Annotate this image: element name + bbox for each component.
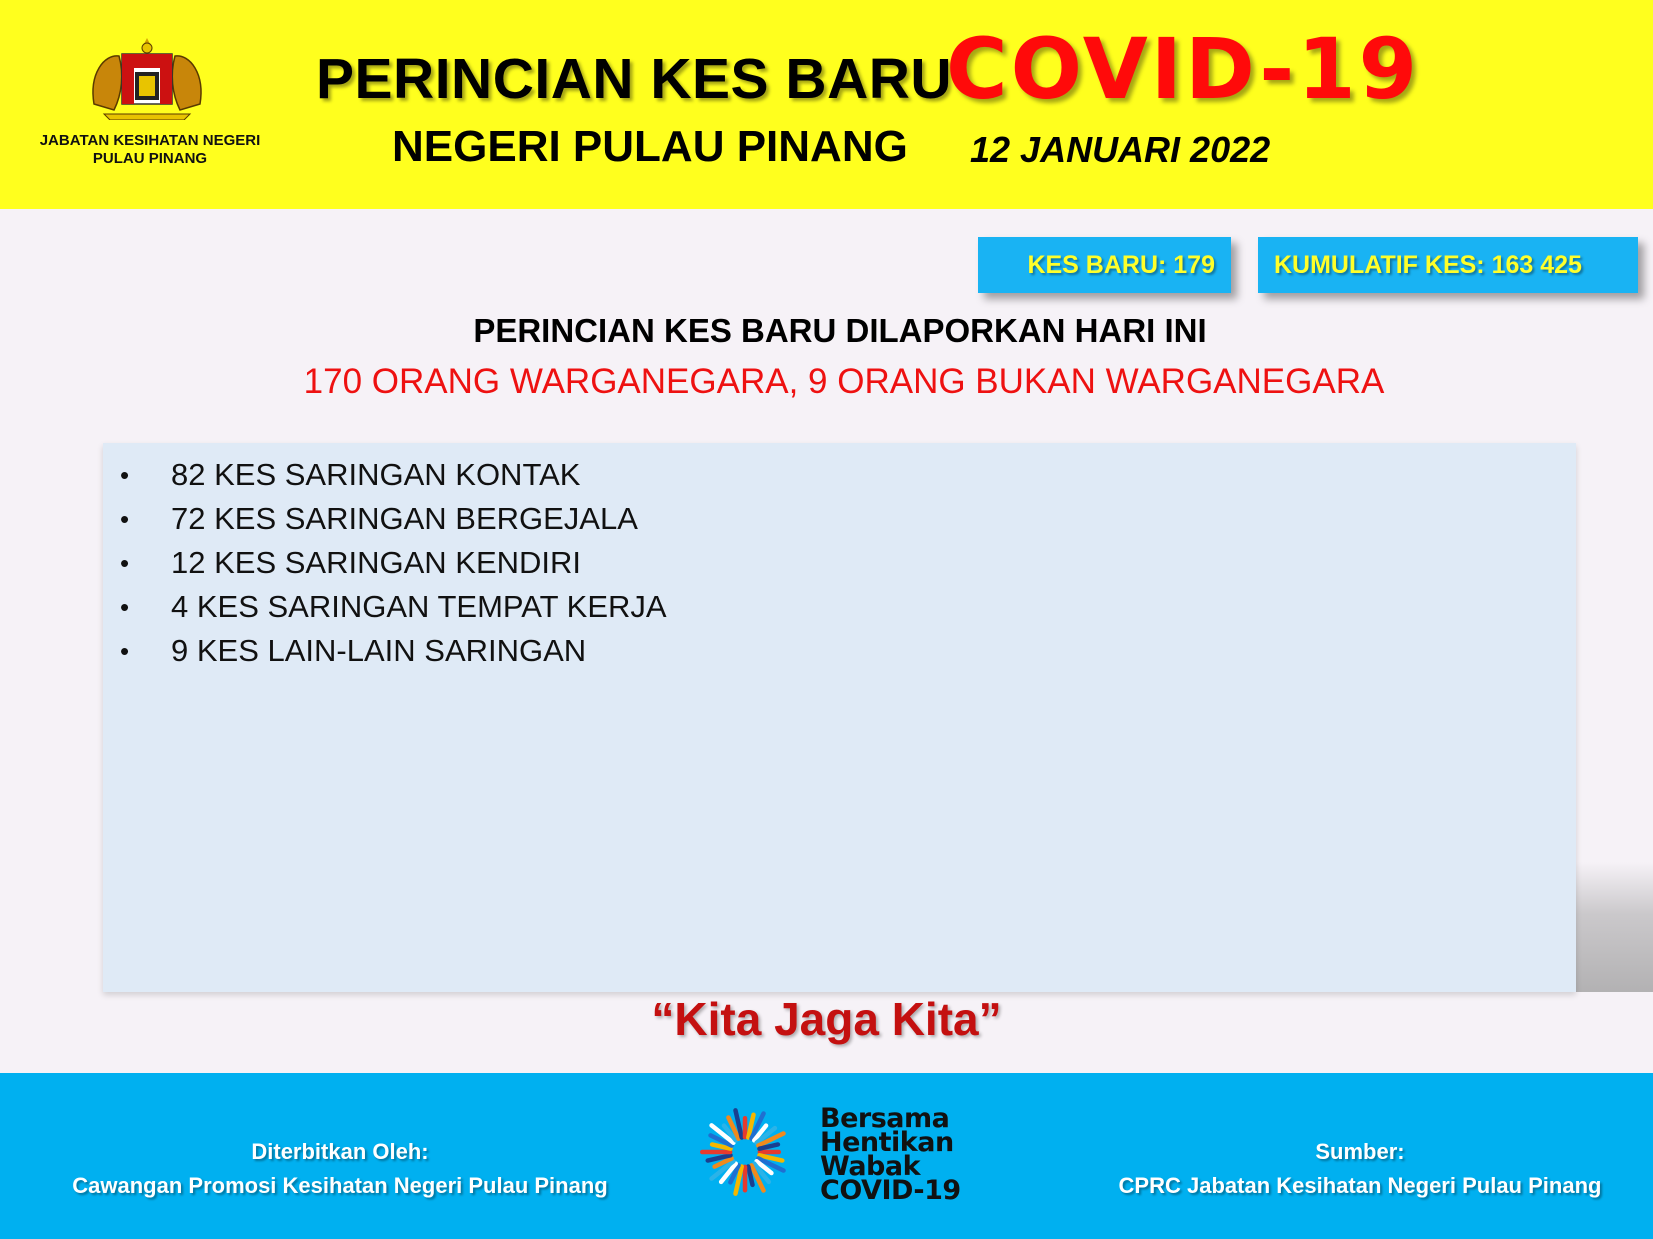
- cumulative-cases-badge: KUMULATIF KES: 163 425: [1258, 237, 1638, 293]
- section-heading: PERINCIAN KES BARU DILAPORKAN HARI INI: [473, 312, 1207, 349]
- page-title: PERINCIAN KES BARU: [316, 47, 953, 111]
- slogan: “Kita Jaga Kita”: [651, 993, 1002, 1045]
- burst-ray: [700, 1150, 732, 1155]
- list-item: [103, 453, 667, 497]
- bullet-icon: •: [120, 460, 130, 490]
- state-crest-icon: [84, 34, 210, 120]
- source-name: CPRC Jabatan Kesihatan Negeri Pulau Pinang: [1118, 1173, 1602, 1198]
- list-item: [103, 541, 667, 585]
- case-breakdown-panel: [103, 443, 1576, 992]
- bullet-icon: •: [120, 504, 130, 534]
- header-banner: [0, 0, 1653, 209]
- bullet-icon: •: [120, 592, 130, 622]
- report-date: 12 JANUARI 2022: [970, 129, 1271, 170]
- section-subheading: 170 ORANG WARGANEGARA, 9 ORANG BUKAN WARGANEGARA: [303, 362, 1385, 401]
- list-item: [103, 497, 667, 541]
- list-item-text: 12 KES SARINGAN KENDIRI: [171, 545, 582, 580]
- list-item-text: 82 KES SARINGAN KONTAK: [171, 457, 581, 492]
- campaign-line-3: Wabak: [820, 1151, 921, 1182]
- campaign-burst-icon: [700, 1097, 790, 1207]
- bullet-icon: •: [120, 548, 130, 578]
- department-line-2: PULAU PINANG: [92, 150, 208, 167]
- case-breakdown-list: [103, 453, 667, 673]
- list-item: [103, 629, 667, 673]
- panel-shadow: [1576, 862, 1653, 992]
- department-line-1: JABATAN KESIHATAN NEGERI: [39, 132, 261, 149]
- bullet-icon: •: [120, 636, 130, 666]
- footer: [0, 1073, 1653, 1239]
- list-item-text: 9 KES LAIN-LAIN SARINGAN: [171, 633, 587, 668]
- list-item-text: 72 KES SARINGAN BERGEJALA: [171, 501, 638, 536]
- source-block: [1090, 1135, 1630, 1203]
- campaign-line-4: COVID-19: [820, 1175, 961, 1206]
- list-item: [103, 585, 667, 629]
- campaign-wordmark: [820, 1103, 961, 1206]
- source-label: Sumber:: [1315, 1139, 1405, 1164]
- department-name: [20, 132, 280, 168]
- campaign-line-1: Bersama: [820, 1103, 950, 1134]
- publisher-label: Diterbitkan Oleh:: [251, 1139, 429, 1164]
- covid-title: COVID-19: [946, 20, 1421, 118]
- publisher-block: [40, 1135, 640, 1203]
- list-item-text: 4 KES SARINGAN TEMPAT KERJA: [171, 589, 667, 624]
- new-cases-badge: KES BARU: 179: [978, 237, 1231, 293]
- publisher-name: Cawangan Promosi Kesihatan Negeri Pulau Pinang: [72, 1173, 608, 1198]
- state-title: NEGERI PULAU PINANG: [392, 122, 908, 171]
- campaign-line-2: Hentikan: [820, 1127, 954, 1158]
